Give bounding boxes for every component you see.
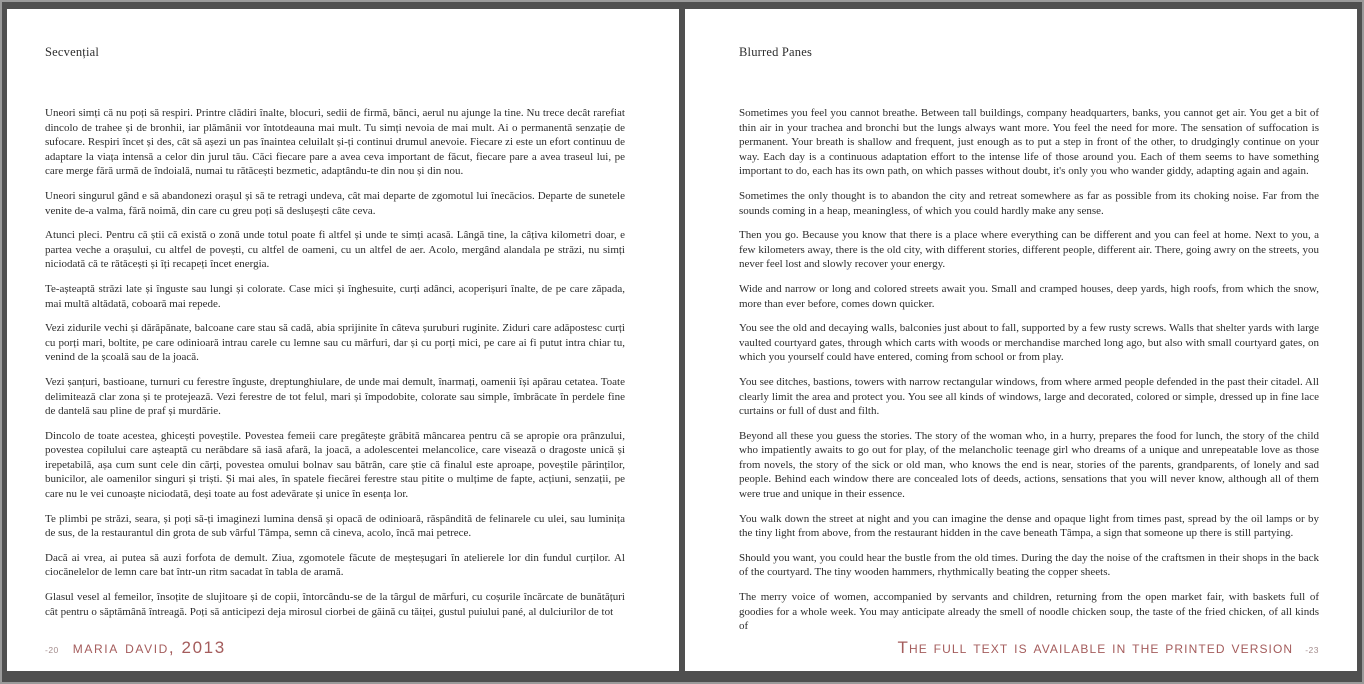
paragraph: Sometimes you feel you cannot breathe. Between tall buildings, company headquarters, banks, you cannot get air. You get a bit of thin air in your trachea and bronchi but the lungs always want more. You feel the need for more. The sensation of suffocation is permanent. Your breath is shallow and frequent, just enough as to put a step in front of the other, to drudgingly continue on your way. Each day is a continuous adaptation effort to the intense life of those around you. Each of them seems to have something important to do, each has its own path, on which passes without doubt, it's only you who wander giddy, adapting again and again.	[739, 107, 1319, 178]
paragraph: You walk down the street at night and you can imagine the dense and opaque light from times past, spread by the oil lamps or by the tiny light from above, from the restaurant hidden in the cave beneath Tâmpa, a sign that someone up there is still partying.	[739, 512, 1319, 540]
paragraph: You see the old and decaying walls, balconies just about to fall, supported by a few rusty screws. Walls that shelter yards with large vaulted courtyard gates, through which carts with woods or merchandise marched long ago, but also with small courtyard gates, on which you yourself could have entered, coming from school or from play.	[739, 322, 1319, 364]
paragraph: The merry voice of women, accompanied by servants and children, returning from the open market fair, with baskets full of goodies for a whole week. You may anticipate already the smell of noodle chicken soup, the taste of the fried chicken, of all kinds of	[739, 591, 1319, 633]
paragraph: Dacă ai vrea, ai putea să auzi forfota de demult. Ziua, zgomotele făcute de meșteșugari în atelierele lor din fundul curților. Al ciocănelelor de lemn care bat într-un ritm sacadat în tabla de aramă.	[45, 551, 625, 579]
right-page-footer	[723, 638, 1319, 658]
paragraph: Te plimbi pe străzi, seara, și poți să-ți imaginezi lumina densă și opacă de odinioară, răspândită de felinarele cu ulei, sau luminița de sus, de la restaurantul din grota de sub vârful Tâmpa, semn că cineva, acolo, încă mai petrece.	[45, 512, 625, 540]
paragraph: Beyond all these you guess the stories. The story of the woman who, in a hurry, prepares the food for lunch, the story of the child who impatiently awaits to go out for play, of the melancholic teenage girl who dreams of a unique and unrepeatable love as those from novels, the story of the sick or old man, who knows the end is near, stories of the parents, grandparents, of lonely and sad people. Behind each window there are concealed lots of deeds, actions, sensations that you will never know, although all of them were true and unique in their essence.	[739, 429, 1319, 501]
right-page-title: Blurred Panes	[739, 45, 813, 59]
paragraph: Then you go. Because you know that there is a place where everything can be different and you can feel at home. Next to you, a few kilometers away, there is the old city, with different stories, different people, different air. There, going awry on the streets, you never feel lost and slowly recover your energy.	[739, 229, 1319, 271]
author-credit: maria david, 2013	[72, 638, 226, 657]
paragraph: Wide and narrow or long and colored streets await you. Small and cramped houses, deep yards, high roofs, from which the snow, more than ever before, comes down quicker.	[739, 282, 1319, 310]
right-page	[685, 9, 1357, 671]
right-page-number: -23	[1305, 645, 1319, 655]
left-page-title: Secvențial	[45, 45, 100, 59]
left-page	[7, 9, 679, 671]
paragraph: Vezi zidurile vechi și dărăpănate, balcoane care stau să cadă, abia sprijinite în câteva șuruburi ruginite. Ziduri care adăpostesc curți cu porți mari, boltite, pe care odinioară intrau carele cu lemne sau cu mărfuri, dar și cu porți mici, pe care ai fi putut intra chiar tu, venind de la școală sau de la joacă.	[45, 322, 625, 364]
paragraph: Uneori simți că nu poți să respiri. Printre clădiri înalte, blocuri, sedii de firmă, bănci, aerul nu ajunge la tine. Nu trece decât rarefiat dincolo de trahee și de bronhii, iar plămânii vor întotdeauna mai mult. Tu simți nevoia de mai mult. Ai o permanentă senzație de sufocare. Respiri încet și des, cât să așezi un pas înaintea celuilalt și-ți continui drumul anevoie. Fiecare zi este un efort continuu de adaptare la viața intensă a celor din jurul tău. Căci fiecare pare a avea ceva important de făcut, fiecare pare a avea traseul lui, pe care merge fără urmă de îndoială, numai tu rătăcești bezmetic, adaptându-te din nou și din nou.	[45, 107, 625, 178]
paragraph: Glasul vesel al femeilor, însoțite de slujitoare și de copii, întorcându-se de la târgul de mărfuri, cu coșurile încărcate de bunătățuri cât pentru o săptămână întreagă. Poți să anticipezi deja mirosul ciorbei de găină cu tăiței, gustul puiului pané, al dulciurilor de tot	[45, 591, 625, 618]
paragraph: Dincolo de toate acestea, ghicești poveștile. Povestea femeii care pregătește grăbită mâncarea pentru că se apropie ora prânzului, povestea copilului care așteaptă cu nerăbdare să iasă afară, la joacă, a adolescentei melancolice, care visează o dragoste unică și irepetabilă, așa cum sunt cele din cărți, povestea omului bolnav sau bătrân, care știe că finalul este aproape, poveștile părinților, bunicilor, ale oamenilor singuri și triști. Și mai ales, în spatele fiecărei ferestre stau pitite o mulțime de fapte, acțiuni, senzații, pe care nu le vei cunoaște niciodată, deși toate au fost adevărate și unice în esența lor.	[45, 429, 625, 501]
right-page-body	[739, 106, 1319, 634]
printed-version-notice: The full text is available in the printed version	[897, 638, 1294, 657]
left-page-number: -20	[45, 645, 59, 655]
paragraph: Te-așteaptă străzi late și înguste sau lungi și colorate. Case mici și înghesuite, curți adânci, acoperișuri înalte, de pe care zăpada, mai multă altădată, coboară mai repede.	[45, 282, 625, 310]
paragraph: Uneori singurul gând e să abandonezi orașul și să te retragi undeva, cât mai departe de zgomotul lui înecăcios. Departe de sunetele venite de-a valma, fără noimă, din care cu greu poți să deslușești câte ceva.	[45, 189, 625, 217]
paragraph: Sometimes the only thought is to abandon the city and retreat somewhere as far as possible from its choking noise. Far from the sounds coming in a heap, meaningless, of which you could hardly make any sense.	[739, 189, 1319, 217]
left-page-footer	[45, 638, 641, 658]
book-spread	[2, 2, 1362, 682]
paragraph: You see ditches, bastions, towers with narrow rectangular windows, from where armed people defended in the past their citadel. All clearly limit the area and protect you. You see all kinds of windows, large and decorated, colored or simple, dressed up in fine lace curtains or full of dust and filth.	[739, 375, 1319, 418]
paragraph: Should you want, you could hear the bustle from the old times. During the day the noise of the craftsmen in their shops in the back of the courtyard. The tiny wooden hammers, rhythmically beating the copper sheets.	[739, 551, 1319, 579]
paragraph: Vezi șanțuri, bastioane, turnuri cu ferestre înguste, dreptunghiulare, de unde mai demult, înarmați, oamenii își apărau cetatea. Toate delimitează clar zona și te protejează. Vezi ferestre de tot felul, mari și împodobite, colorate sau simple, îmbrăcate în perdele fine de dantelă sau pline de praf și murdărie.	[45, 375, 625, 418]
paragraph: Atunci pleci. Pentru că știi că există o zonă unde totul poate fi altfel și unde te simți acasă. Lângă tine, la câțiva kilometri doar, e partea veche a orașului, cu altfel de povești, cu altfel de oameni, cu un altfel de aer. Acolo, mergând alandala pe străzi, nu simți niciodată că te rătăcești și îți recapeți încet energia.	[45, 229, 625, 271]
left-page-body	[45, 106, 625, 619]
